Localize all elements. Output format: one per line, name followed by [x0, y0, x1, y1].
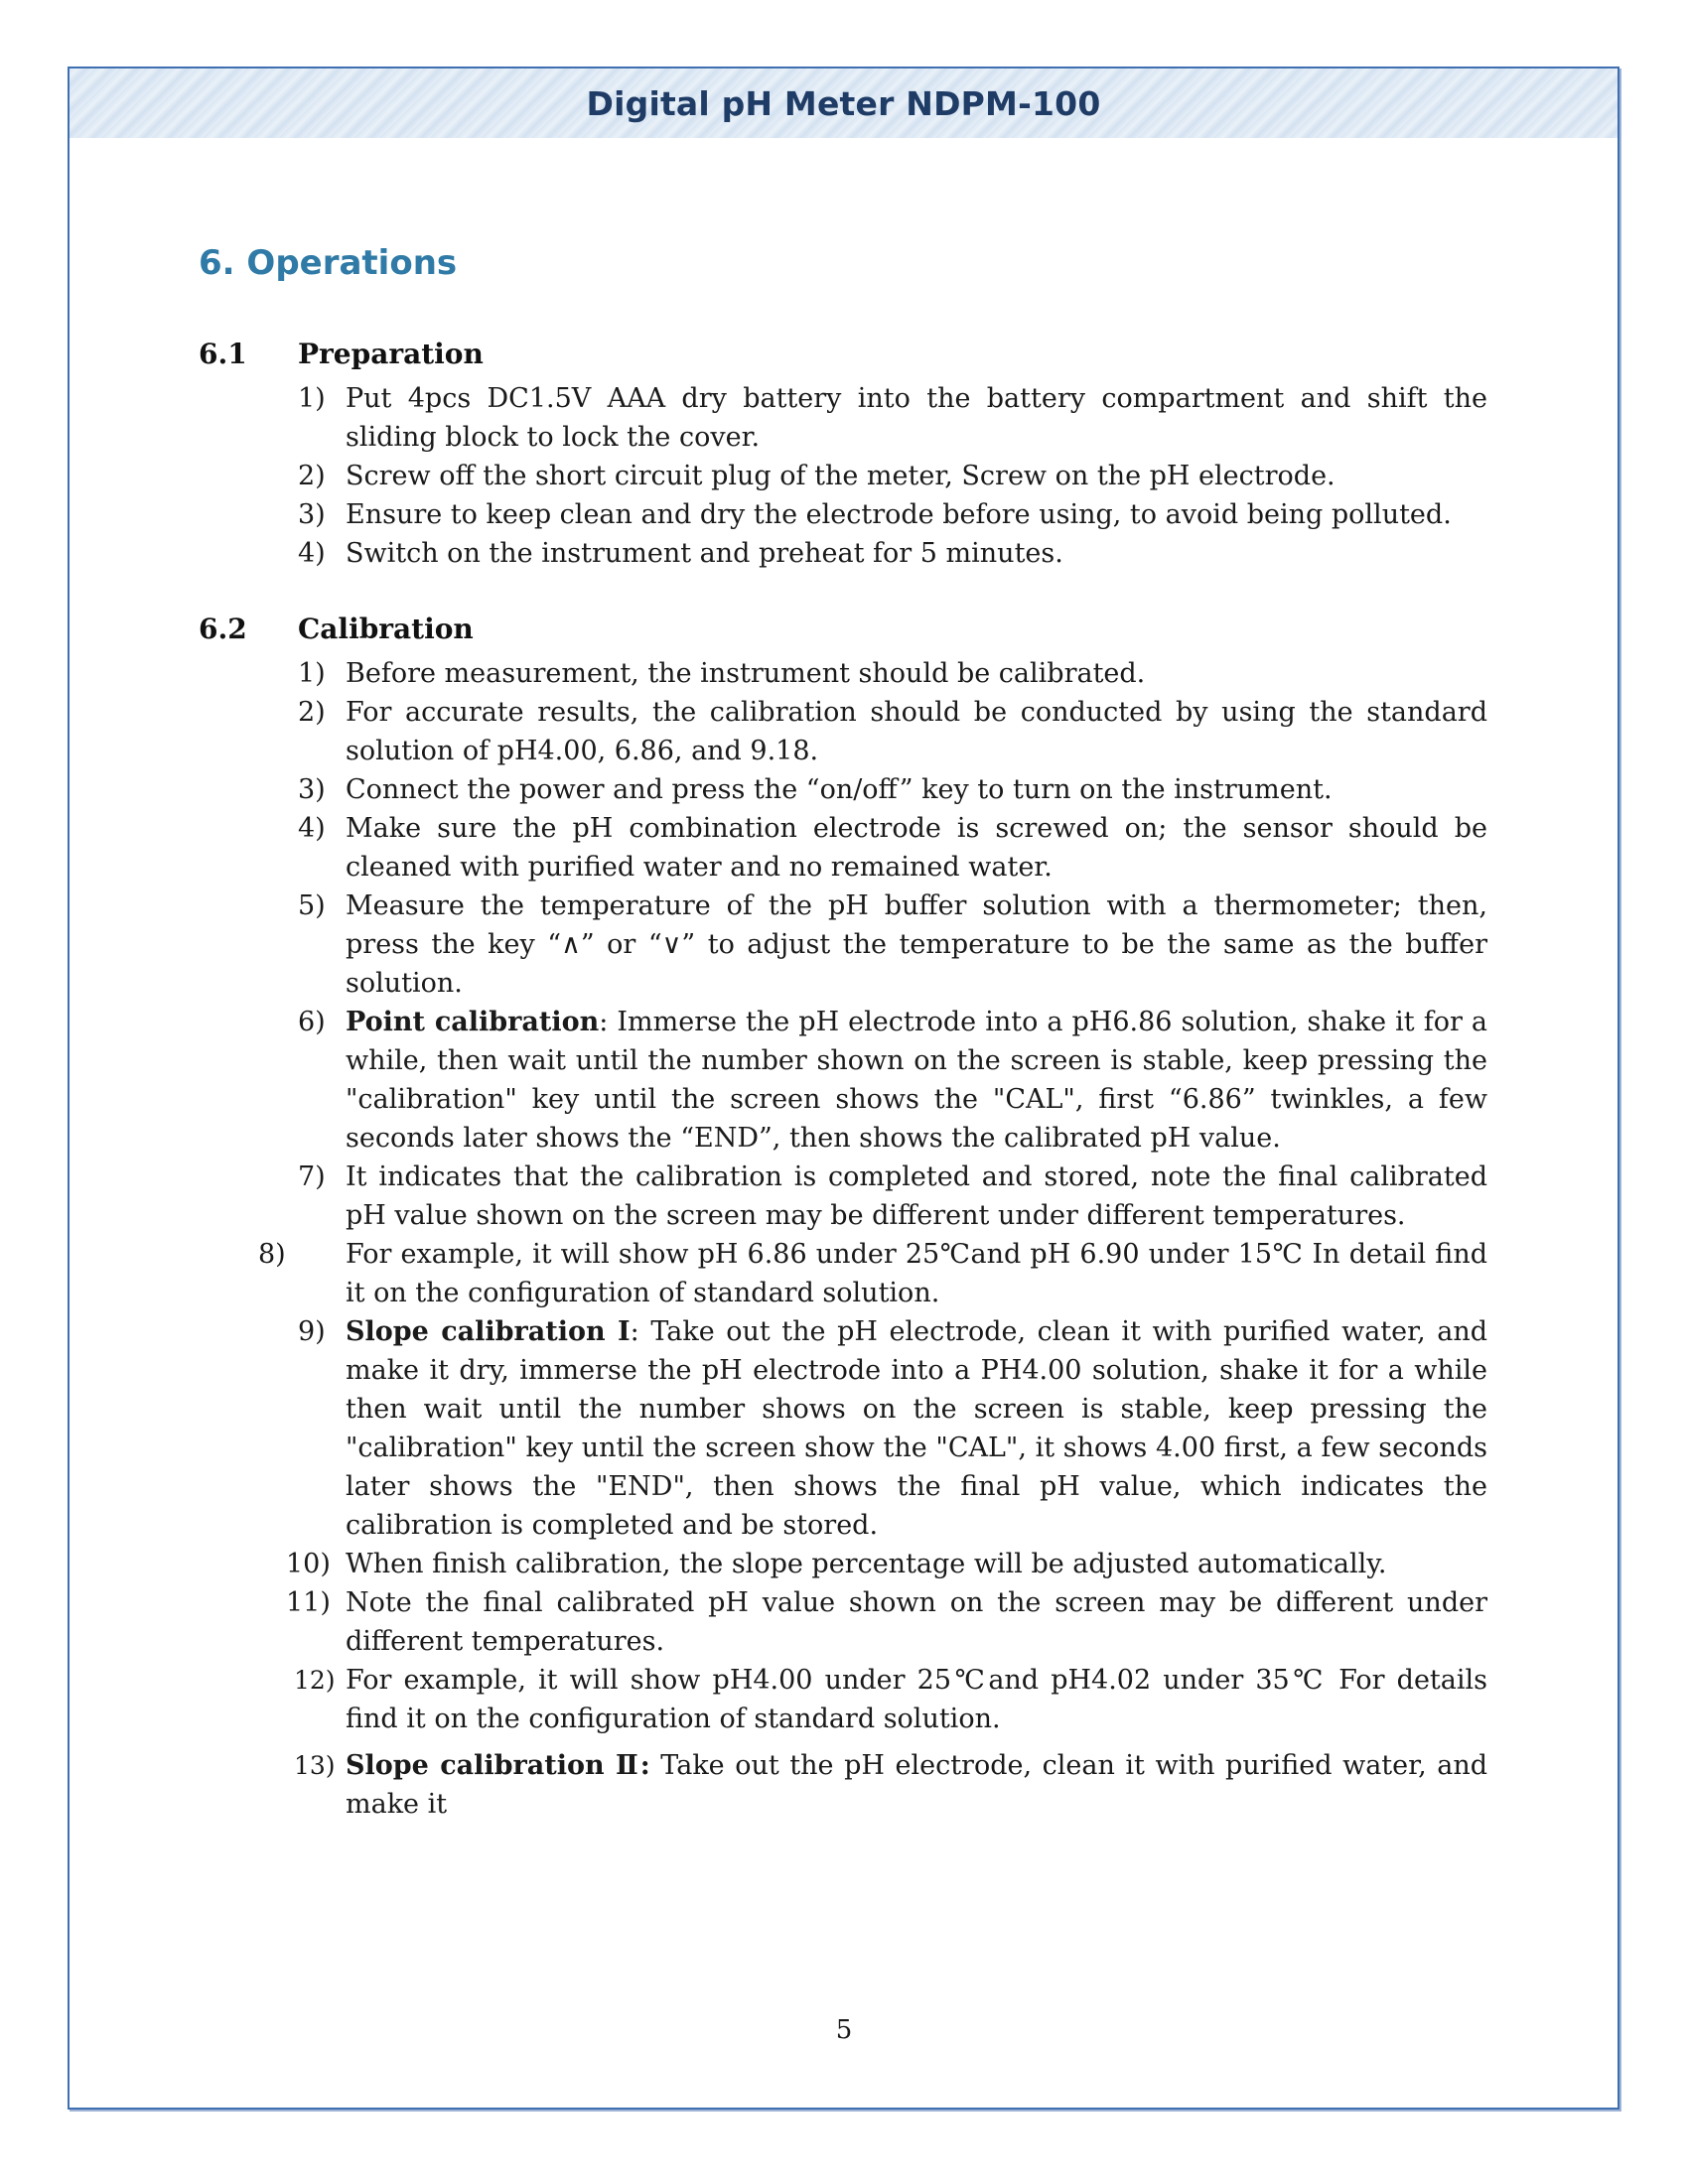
item-text: For example, it will show pH4.00 under 25℃and pH4.02 under 35℃ For details find it on the configuration of standard solution.: [346, 1665, 1487, 1734]
item-marker: 10): [286, 1549, 331, 1579]
item-marker: 2): [298, 461, 326, 491]
item-bold-lead: Point calibration: [346, 1007, 600, 1037]
item-text: For example, it will show pH 6.86 under 25℃and pH 6.90 under 15℃ In detail find it on the configuration of standard solution.: [346, 1239, 1487, 1308]
item-text: Put 4pcs DC1.5V AAA dry battery into the battery compartment and shift the sliding block to lock the cover.: [346, 383, 1487, 453]
list-item: [199, 1158, 1489, 1235]
list-item: [199, 809, 1489, 887]
item-bold-lead: Slope calibration Ⅱ:: [346, 1750, 650, 1781]
item-marker: 3): [298, 499, 326, 530]
list-item: [199, 693, 1489, 770]
item-marker: 11): [286, 1587, 331, 1618]
item-marker: 7): [298, 1161, 326, 1192]
page-number: 5: [835, 2015, 853, 2045]
preparation-heading: [199, 338, 484, 370]
item-text: Before measurement, the instrument should be calibrated.: [346, 658, 1146, 689]
item-marker: 9): [298, 1316, 326, 1347]
item-marker: 2): [298, 697, 326, 728]
list-item: [199, 1746, 1489, 1824]
item-text: Make sure the pH combination electrode is screwed on; the sensor should be cleaned with purified water and no remained water.: [346, 813, 1487, 883]
list-item: [199, 1545, 1489, 1583]
list-item: [199, 1003, 1489, 1158]
calibration-heading: [199, 613, 474, 645]
list-item: [199, 1661, 1489, 1738]
item-marker: 4): [298, 538, 326, 569]
item-text: It indicates that the calibration is completed and stored, note the final calibrated pH value shown on the screen may be different under different temperatures.: [346, 1161, 1487, 1231]
item-marker: 8): [258, 1239, 286, 1270]
item-text: Switch on the instrument and preheat for 5 minutes.: [346, 538, 1063, 569]
item-text: For accurate results, the calibration should be conducted by using the standard solution of pH4.00, 6.86, and 9.18.: [346, 697, 1487, 766]
item-text: Connect the power and press the “on/off” key to turn on the instrument.: [346, 774, 1333, 805]
calibration-number: 6.2: [199, 613, 247, 645]
item-marker: 4): [298, 813, 326, 844]
item-marker: 6): [298, 1007, 326, 1037]
item-marker: 1): [298, 658, 326, 689]
list-item: [199, 770, 1489, 809]
list-item: [199, 457, 1489, 495]
list-item: [199, 1235, 1489, 1312]
list-item: [199, 1312, 1489, 1545]
item-bold-lead: Slope calibration I: [346, 1316, 631, 1347]
header-band: [70, 68, 1618, 138]
item-text: [346, 1746, 1487, 1824]
item-text: Ensure to keep clean and dry the electrode before using, to avoid being polluted.: [346, 499, 1452, 530]
preparation-list: [199, 379, 1489, 573]
item-marker: 3): [298, 774, 326, 805]
item-body: : Take out the pH electrode, clean it with purified water, and make it dry, immerse the pH electrode into a PH4.00 solution, shake it for a while then wait until the number shows on the screen is stable, keep pressing the "calibration" key until the screen show the "CAL", it shows 4.00 first, a few seconds later shows the "END", then shows the final pH value, which indicates the calibration is completed and be stored.: [346, 1316, 1487, 1541]
item-text: Note the final calibrated pH value shown on the screen may be different under different temperatures.: [346, 1587, 1487, 1657]
item-text: [346, 1312, 1487, 1545]
list-item: [199, 654, 1489, 693]
item-body: : Immerse the pH electrode into a pH6.86 solution, shake it for a while, then wait until the number shown on the screen is stable, keep pressing the "calibration" key until the screen shows the "CAL", first “6.86” twinkles, a few seconds later shows the “END”, then shows the calibrated pH value.: [346, 1007, 1487, 1154]
item-body: Take out the pH electrode, clean it with purified water, and make it: [346, 1750, 1487, 1820]
list-item: [199, 534, 1489, 573]
calibration-title: Calibration: [298, 613, 474, 645]
item-marker: 12): [294, 1666, 336, 1695]
list-item: [199, 887, 1489, 1003]
item-text: Screw off the short circuit plug of the meter, Screw on the pH electrode.: [346, 461, 1336, 491]
item-text: Measure the temperature of the pH buffer solution with a thermometer; then, press the key “∧” or “∨” to adjust the temperature to be the same as the buffer solution.: [346, 890, 1487, 999]
section-title: 6. Operations: [199, 243, 458, 283]
preparation-number: 6.1: [199, 338, 247, 370]
list-item: [199, 1583, 1489, 1661]
item-marker: 5): [298, 890, 326, 921]
item-marker: 1): [298, 383, 326, 414]
list-item: [199, 495, 1489, 534]
list-item: [199, 379, 1489, 457]
calibration-list: [199, 654, 1489, 1824]
document-title: Digital pH Meter NDPM-100: [586, 83, 1101, 123]
preparation-title: Preparation: [298, 338, 484, 370]
item-text: When finish calibration, the slope percentage will be adjusted automatically.: [346, 1549, 1387, 1579]
item-marker: 13): [294, 1751, 336, 1780]
item-text: [346, 1003, 1487, 1158]
